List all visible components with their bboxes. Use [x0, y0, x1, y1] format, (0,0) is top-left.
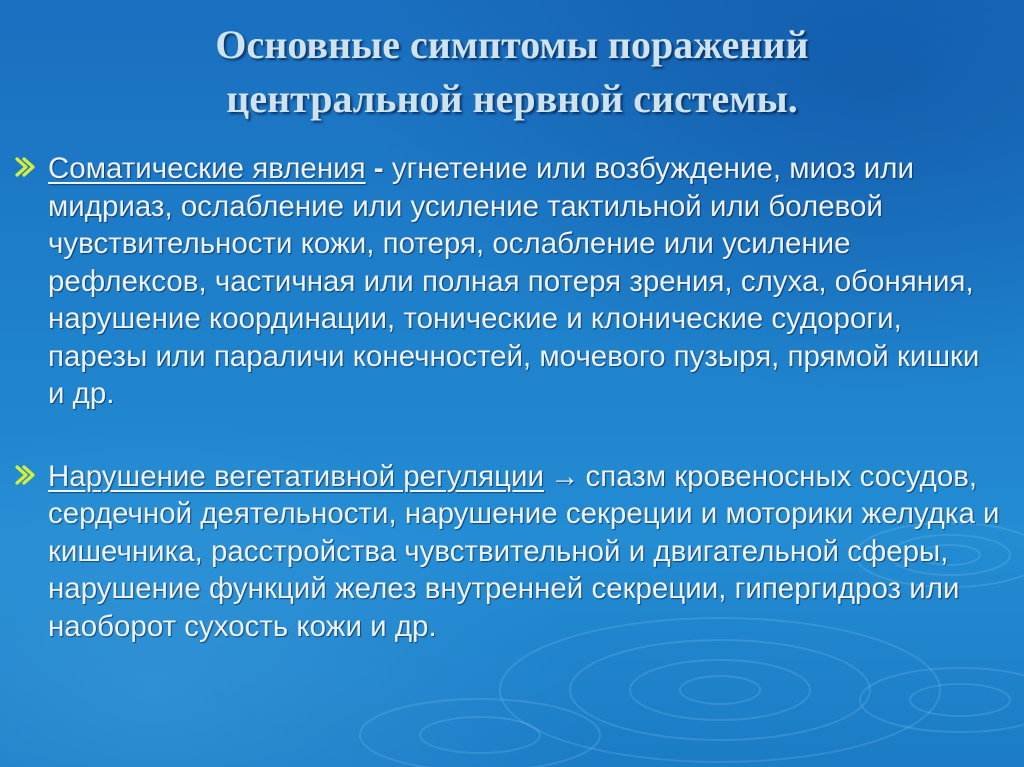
title-line-2: центральной нервной системы. — [226, 76, 798, 121]
term-vegetative: Нарушение вегетативной регуляции — [48, 459, 544, 493]
description-vegetative: спазм кровеносных сосудов, сердечной деятельности, нарушение секреции и моторики желудка и кишечника, расстройства чувствительной и двигательной сферы, нарушение функций желез внутренней секреции, гипергидроз или наоборот сухость кожи и др. — [48, 459, 1000, 643]
chevron-right-icon — [14, 460, 36, 490]
arrow-right-icon: → — [549, 459, 580, 493]
chevron-right-icon — [14, 152, 36, 182]
title-line-1: Основные симптомы поражений — [215, 22, 809, 67]
description-somatic: угнетение или возбуждение, миоз или мидриаз, ослабление или усиление тактильной или болевой чувствительности кожи, потеря, ослабление или усиление рефлексов, частичная или полная потеря зрения, слуха, обоняния, нарушение координации, тонические и клонические судороги, парезы или параличи конечностей, мочевого пузыря, прямой кишки и др. — [48, 152, 980, 410]
term-somatic: Соматические явления — [48, 152, 366, 185]
term-separator: - — [373, 152, 384, 185]
bullet-item-vegetative — [14, 458, 1004, 646]
bullet-list — [14, 150, 1004, 645]
bullet-item-somatic — [14, 150, 1004, 413]
slide-title — [60, 18, 964, 126]
